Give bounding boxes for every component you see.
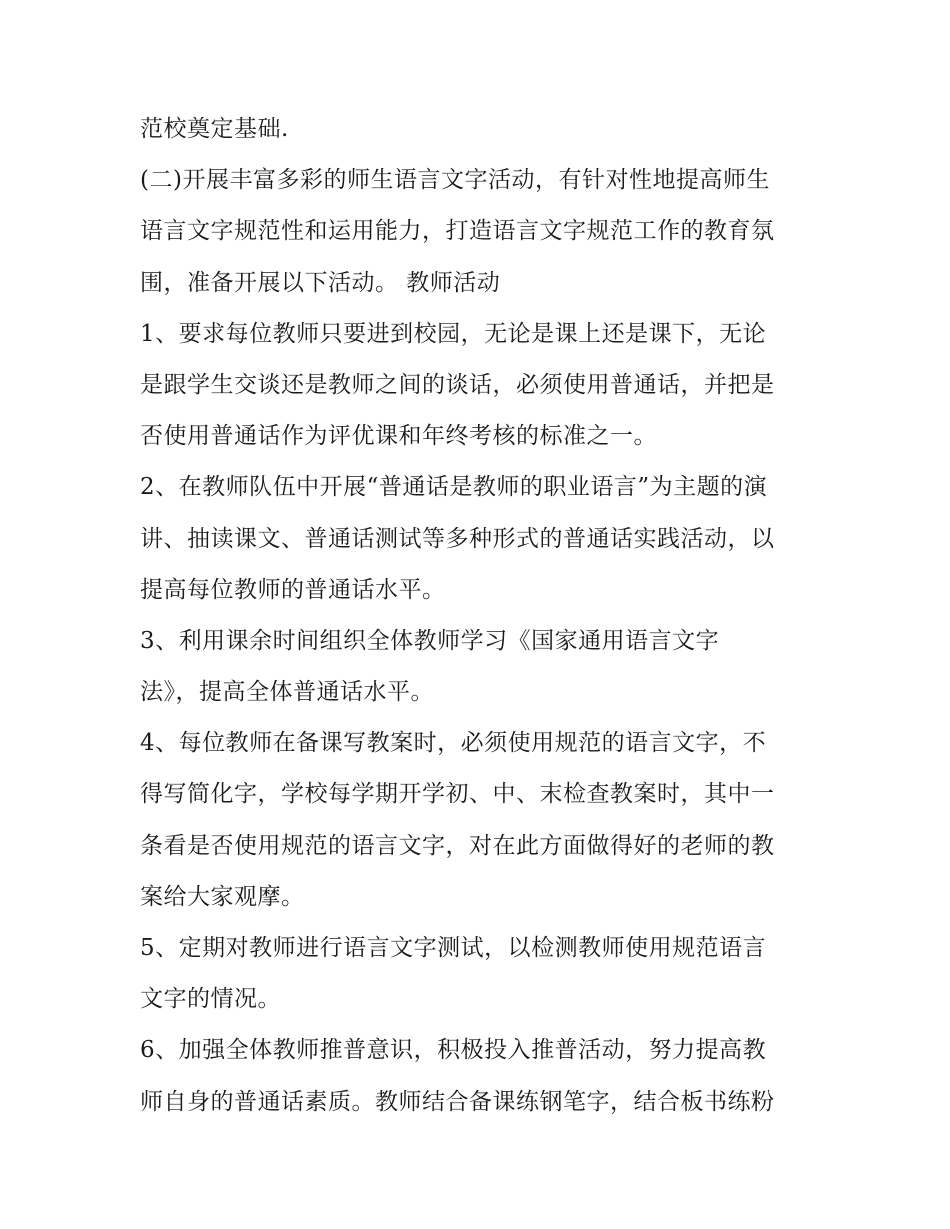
- text-line-12: 法》，提高全体普通话水平。: [140, 679, 434, 706]
- text-line-7: 否使用普通话作为评优课和年终考核的标准之一。: [140, 423, 657, 450]
- text-line-18: 文字的情况。: [140, 986, 281, 1013]
- text-line-4: 围，准备开展以下活动。 教师活动: [140, 269, 501, 296]
- text-line-10: 提高每位教师的普通话水平。: [140, 576, 446, 603]
- text-line-17: 5、定期对教师进行语言文字测试，以检测教师使用规范语言: [140, 935, 767, 961]
- text-line-16: 案给大家观摩。: [140, 883, 305, 910]
- text-line-19: 6、加强全体教师推普意识，积极投入推普活动，努力提高教: [140, 1037, 767, 1064]
- text-line-15: 条看是否使用规范的语言文字，对在此方面做得好的老师的教: [140, 832, 775, 859]
- text-line-13: 4、每位教师在备课写教案时，必须使用规范的语言文字，不: [140, 730, 767, 757]
- text-line-8: 2、在教师队伍中开展“普通话是教师的职业语言”为主题的演: [140, 474, 768, 501]
- text-line-9: 讲、抽读课文、普通话测试等多种形式的普通话实践活动，以: [140, 525, 775, 552]
- text-line-5: 1、要求每位教师只要进到校园，无论是课上还是课下，无论: [140, 320, 767, 347]
- text-line-11: 3、利用课余时间组织全体教师学习《国家通用语言文字: [140, 627, 720, 654]
- text-line-3: 语言文字规范性和运用能力，打造语言文字规范工作的教育氛: [140, 218, 775, 245]
- text-line-20: 师自身的普通话素质。教师结合备课练钢笔字，结合板书练粉: [140, 1088, 775, 1115]
- text-line-1: 范校奠定基础.: [140, 116, 289, 142]
- text-line-6: 是跟学生交谈还是教师之间的谈话，必须使用普通话，并把是: [140, 371, 775, 398]
- text-line-14: 得写简化字，学校每学期开学初、中、末检查教案时，其中一: [140, 781, 775, 808]
- document-body: [140, 104, 820, 1128]
- text-line-2: (二)开展丰富多彩的师生语言文字活动，有针对性地提高师生: [140, 167, 770, 194]
